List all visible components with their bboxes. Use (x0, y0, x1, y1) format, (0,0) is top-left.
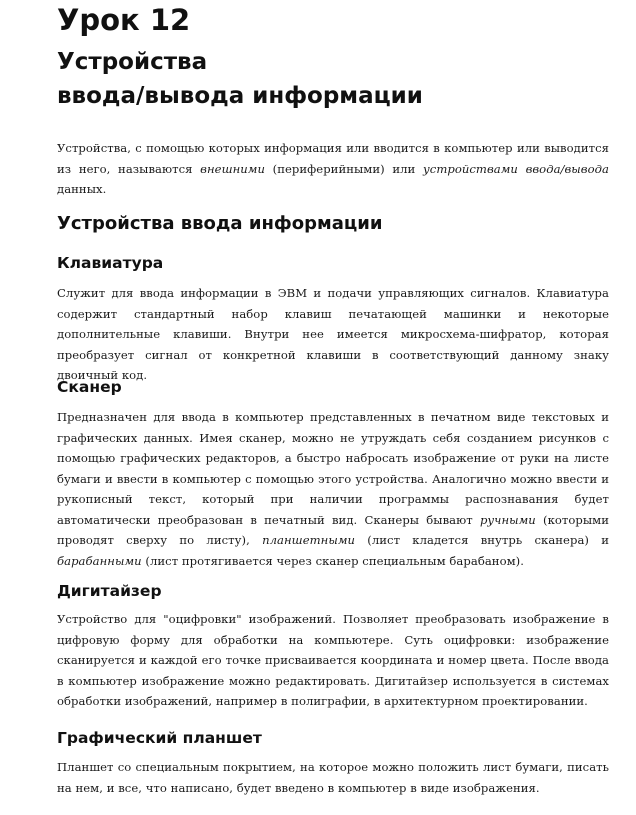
scanner-term-drum: барабанными (57, 553, 142, 568)
subsection-title-keyboard: Клавиатура (57, 254, 164, 272)
intro-text-3: данных. (57, 182, 107, 196)
intro-term-external: внешними (200, 161, 265, 176)
scanner-text-3: (лист кладется внутрь сканера) и (355, 533, 610, 547)
scanner-text-1: Предназначен для ввода в компьютер представленных в печатном виде текстовых и графических данных. Имея сканер, можно не утруждать себя созданием рисунков с помощью графических редакторов, а быстро набросать изображение от руки на листе бумаги и ввести в компьютер с помощью этого устройства. Аналогично можно ввести и рукописный текст, который при наличии программы распознавания будет автоматически преобразован в печатный вид. Сканеры бывают (57, 410, 609, 527)
intro-paragraph (57, 138, 609, 200)
digitizer-paragraph: Устройство для "оцифровки" изображений. Позволяет преобразовать изображение в цифровую форму для обработки на компьютере. Суть оцифровки: изображение сканируется и каждой его точке присваивается координата и номер цвета. После ввода в компьютер изображение можно редактировать. Дигитайзер используется в системах обработки изображений, например в полиграфии, в архитектурном проектировании. (57, 612, 609, 708)
chapter-title (57, 45, 423, 113)
intro-text-1: Устройства, с помощью которых информация или вводится в компьютер или выводится из него, называются (57, 141, 609, 176)
scanner-term-flatbed: планшетными (262, 533, 356, 547)
graphics-tablet-paragraph: Планшет со специальным покрытием, на которое можно положить лист бумаги, писать на нем, и все, что написано, будет введено в компьютер в виде изображения. (57, 760, 609, 795)
scanner-text-2: (которыми проводят сверху по листу), (57, 512, 610, 547)
section-title-input-devices: Устройства ввода информации (57, 213, 383, 234)
subsection-title-digitizer: Дигитайзер (57, 582, 162, 600)
lesson-title: Урок 12 (57, 3, 191, 37)
chapter-title-line-1: Устройства (57, 49, 208, 75)
chapter-title-line-2: ввода/вывода информации (57, 83, 423, 109)
subsection-title-graphics-tablet: Графический планшет (57, 729, 262, 747)
subsection-title-scanner: Сканер (57, 378, 122, 396)
intro-text-2: (периферийными) или (264, 161, 423, 176)
keyboard-paragraph: Служит для ввода информации в ЭВМ и подачи управляющих сигналов. Клавиатура содержит стандартный набор клавиш печатающей машинки и некоторые дополнительные клавиши. Внутри нее имеется микросхема-шифратор, которая преобразует сигнал от конкретной клавиши в соответствующий данному знаку двоичный код. (57, 286, 609, 382)
scanner-paragraph (57, 407, 609, 571)
scanner-term-handheld: ручными (479, 512, 536, 527)
scanner-text-4: (лист протягивается через сканер специальным барабаном). (141, 553, 524, 568)
intro-term-io-devices: устройствами ввода/вывода (423, 161, 609, 176)
